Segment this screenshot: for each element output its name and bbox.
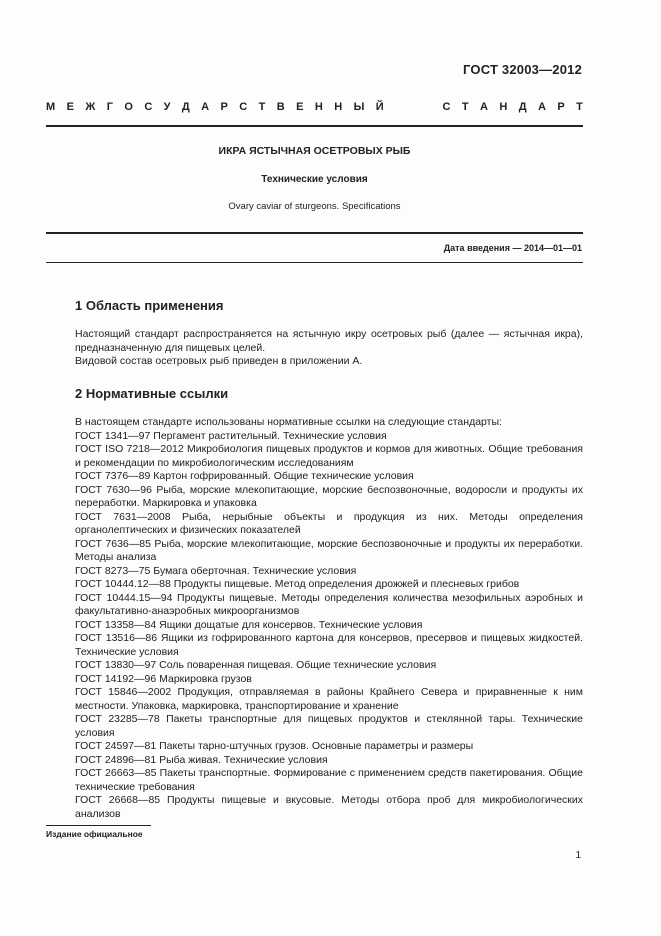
document-subtitle: Технические условия (261, 174, 368, 185)
banner-letter: С (442, 101, 451, 113)
reference-item: ГОСТ 7376—89 Картон гофрированный. Общие технические условия (75, 470, 414, 482)
banner (46, 101, 583, 113)
document-title: ИКРА ЯСТЫЧНАЯ ОСЕТРОВЫХ РЫБ (218, 145, 411, 157)
reference-item: ГОСТ 7636—85 Рыба, морские млекопитающие, морские беспозвоночные и продукты их переработки. Методы анализа (75, 537, 583, 563)
introduction-date: Дата введения — 2014—01—01 (443, 243, 582, 253)
banner-letter: Й (375, 101, 384, 113)
banner-gap (395, 101, 431, 113)
title-bottom-rule (46, 232, 583, 234)
reference-item: ГОСТ ISO 7218—2012 Микробиология пищевых продуктов и кормов для животных. Общие требования и рекомендации по микробиологическим исследованиям (75, 443, 583, 469)
reference-item: ГОСТ 26668—85 Продукты пищевые и вкусовые. Методы отбора проб для микробиологических анализов (75, 794, 583, 820)
banner-letter: С (144, 101, 153, 113)
standard-code: ГОСТ 32003—2012 (463, 62, 582, 77)
banner-letter: С (239, 101, 248, 113)
banner-letter: У (163, 101, 171, 113)
banner-letter: Н (499, 101, 508, 113)
reference-item: ГОСТ 15846—2002 Продукция, отправляемая в районы Крайнего Севера и приравненные к ним местности. Упаковка, маркировка, транспортирование и хранение (75, 686, 583, 712)
banner-letter: Е (296, 101, 304, 113)
banner-letter: А (537, 101, 546, 113)
banner-letter: Н (334, 101, 343, 113)
english-title: Ovary caviar of sturgeons. Specifications (228, 201, 401, 212)
banner-letter: Г (106, 101, 113, 113)
banner-letter: Н (314, 101, 323, 113)
section-1-body (75, 328, 583, 369)
footer-rule (46, 825, 151, 826)
reference-item: ГОСТ 8273—75 Бумага оберточная. Технические условия (75, 564, 357, 577)
paragraph: В настоящем стандарте использованы нормативные ссылки на следующие стандарты: (75, 416, 502, 428)
reference-item: ГОСТ 13516—86 Ящики из гофрированного картона для консервов, пресервов и пищевых жидкостей. Технические условия (75, 632, 583, 658)
reference-item: ГОСТ 26663—85 Пакеты транспортные. Формирование с применением средств пакетирования. Общие технические требования (75, 767, 583, 793)
banner-letter: А (480, 101, 488, 113)
section-1-heading: 1 Область применения (75, 298, 224, 313)
banner-letter: Ж (85, 101, 96, 113)
banner-letter: В (276, 101, 285, 113)
page-number: 1 (575, 850, 581, 861)
banner-letter: Ы (353, 101, 365, 113)
banner-letter: Е (66, 101, 74, 113)
date-rule (46, 262, 583, 263)
reference-item: ГОСТ 10444.15—94 Продукты пищевые. Методы определения количества мезофильных аэробных и факультативно-анаэробных микроорганизмов (75, 591, 583, 617)
banner-letter: Т (258, 101, 266, 113)
reference-item: ГОСТ 10444.12—88 Продукты пищевые. Метод определения дрожжей и плесневых грибов (75, 578, 520, 590)
edition-note: Издание официальное (46, 829, 143, 839)
banner-letter: Р (220, 101, 228, 113)
banner-letter: Д (518, 101, 527, 113)
reference-item: ГОСТ 7630—96 Рыба, морские млекопитающие, морские беспозвоночные, водоросли и продукты их переработки. Маркировка и упаковка (75, 483, 583, 509)
banner-letter: Д (181, 101, 190, 113)
section-2-body (75, 416, 583, 821)
reference-item: ГОСТ 24597—81 Пакеты тарно-штучных грузов. Основные параметры и размеры (75, 740, 474, 752)
reference-item: ГОСТ 7631—2008 Рыба, нерыбные объекты и продукция из них. Методы определения органолептических и физических показателей (75, 510, 583, 536)
reference-item: ГОСТ 13830—97 Соль поваренная пищевая. Общие технические условия (75, 659, 437, 671)
top-rule (46, 125, 583, 127)
reference-item: ГОСТ 14192—96 Маркировка грузов (75, 672, 252, 685)
banner-letter: Т (461, 101, 469, 113)
banner-letter: М (46, 101, 56, 113)
banner-letter: А (201, 101, 210, 113)
reference-item: ГОСТ 13358—84 Ящики дощатые для консервов. Технические условия (75, 618, 423, 631)
section-2-heading: 2 Нормативные ссылки (75, 386, 229, 401)
paragraph: Настоящий стандарт распространяется на ястычную икру осетровых рыб (далее — ястычная икра), предназначенную для пищевых целей. (75, 328, 583, 354)
banner-letter: Р (557, 101, 565, 113)
banner-letter: Т (576, 101, 583, 113)
reference-item: ГОСТ 1341—97 Пергамент растительный. Технические условия (75, 429, 387, 442)
paragraph: Видовой состав осетровых рыб приведен в приложении А. (75, 355, 363, 367)
reference-item: ГОСТ 24896—81 Рыба живая. Технические условия (75, 753, 328, 766)
reference-item: ГОСТ 23285—78 Пакеты транспортные для пищевых продуктов и стеклянной тары. Технические условия (75, 713, 583, 739)
banner-letter: О (124, 101, 133, 113)
